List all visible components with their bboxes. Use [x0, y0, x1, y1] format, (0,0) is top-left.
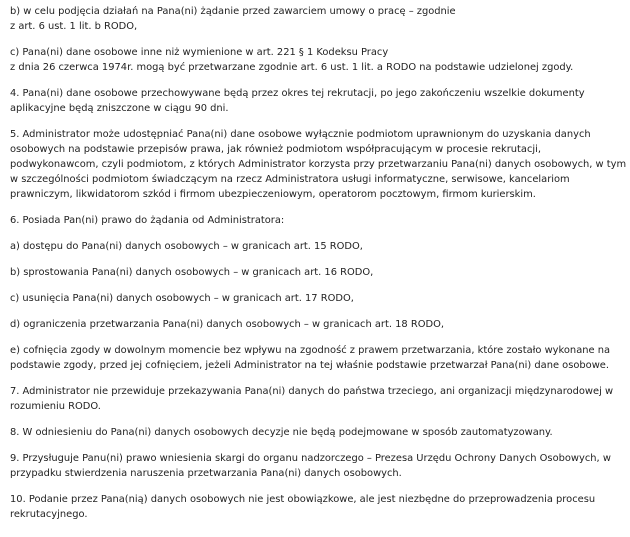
text-line: 10. Podanie przez Pana(nią) danych osobowych nie jest obowiązkowe, ale jest niezbędne do przeprowadzenia procesu [10, 494, 596, 505]
text-line: 7. Administrator nie przewiduje przekazywania Pana(ni) danych do państwa trzeciego, ani organizacji międzynarodowej w [10, 386, 614, 397]
text-line: b) w celu podjęcia działań na Pana(ni) żądanie przed zawarciem umowy o pracę – zgodnie [10, 6, 456, 17]
text-line: 5. Administrator może udostępniać Pana(ni) dane osobowe wyłącznie podmiotom uprawnionym do uzyskania danych [10, 129, 591, 140]
paragraph-5-sharing [10, 127, 627, 202]
paragraph-right-access [10, 239, 620, 254]
text-line: podwykonawcom, czyli podmiotom, z których Administrator korzysta przy przetwarzaniu Pana(ni) danych osobowych, w tym [10, 159, 627, 170]
text-line: przypadku stwierdzenia naruszenia przetwarzania Pana(ni) danych osobowych. [10, 468, 402, 479]
text-line: w szczególności podmiotom świadczącym na rzecz Administratora usługi informatyczne, serwisowe, kancelariom [10, 174, 570, 185]
text-line: podstawie zgody, przed jej cofnięciem, jeżeli Administrator na tej właśnie podstawie przetwarzał Pana(ni) dane osobowe. [10, 360, 610, 371]
paragraph-right-restriction [10, 317, 620, 332]
paragraph-4-retention [10, 86, 620, 116]
text-line: c) usunięcia Pana(ni) danych osobowych – w granicach art. 17 RODO, [10, 293, 354, 304]
text-line: 9. Przysługuje Panu(ni) prawo wniesienia skargi do organu nadzorczego – Prezesa Urzędu Ochrony Danych Osobowych, w [10, 453, 611, 464]
paragraph-10-voluntary [10, 492, 620, 522]
paragraph-right-erasure [10, 291, 620, 306]
text-line: rozumieniu RODO. [10, 401, 101, 412]
paragraph-right-rectification [10, 265, 620, 280]
text-line: e) cofnięcia zgody w dowolnym momencie bez wpływu na zgodność z prawem przetwarzania, które zostało wykonane na [10, 345, 611, 356]
paragraph-right-withdraw-consent [10, 343, 620, 373]
paragraph-6-rights [10, 213, 620, 228]
paragraph-c-consent [10, 45, 620, 75]
paragraph-8-automated-decisions [10, 425, 620, 440]
text-line: z dnia 26 czerwca 1974r. mogą być przetwarzane zgodnie art. 6 ust. 1 lit. a RODO na podstawie udzielonej zgody. [10, 62, 574, 73]
text-line: 4. Pana(ni) dane osobowe przechowywane będą przez okres tej rekrutacji, po jego zakończeniu wszelkie dokumenty [10, 88, 585, 99]
paragraph-7-third-country [10, 384, 620, 414]
text-line: 6. Posiada Pan(ni) prawo do żądania od Administratora: [10, 215, 285, 226]
paragraph-9-complaint [10, 451, 620, 481]
text-line: c) Pana(ni) dane osobowe inne niż wymienione w art. 221 § 1 Kodeksu Pracy [10, 47, 389, 58]
paragraph-b-contract [10, 4, 620, 34]
text-line: aplikacyjne będą zniszczone w ciągu 90 dni. [10, 103, 229, 114]
text-line: osobowych na podstawie przepisów prawa, jak również podmiotom współpracującym w procesie rekrutacji, [10, 144, 542, 155]
text-line: rekrutacyjnego. [10, 509, 88, 520]
text-line: z art. 6 ust. 1 lit. b RODO, [10, 21, 138, 32]
document-body [10, 4, 627, 533]
text-line: prawniczym, likwidatorom szkód i firmom ubezpieczeniowym, operatorom pocztowym, firmom kurierskim. [10, 189, 536, 200]
text-line: a) dostępu do Pana(ni) danych osobowych – w granicach art. 15 RODO, [10, 241, 363, 252]
text-line: b) sprostowania Pana(ni) danych osobowych – w granicach art. 16 RODO, [10, 267, 374, 278]
text-line: d) ograniczenia przetwarzania Pana(ni) danych osobowych – w granicach art. 18 RODO, [10, 319, 444, 330]
text-line: 8. W odniesieniu do Pana(ni) danych osobowych decyzje nie będą podejmowane w sposób zautomatyzowany. [10, 427, 553, 438]
